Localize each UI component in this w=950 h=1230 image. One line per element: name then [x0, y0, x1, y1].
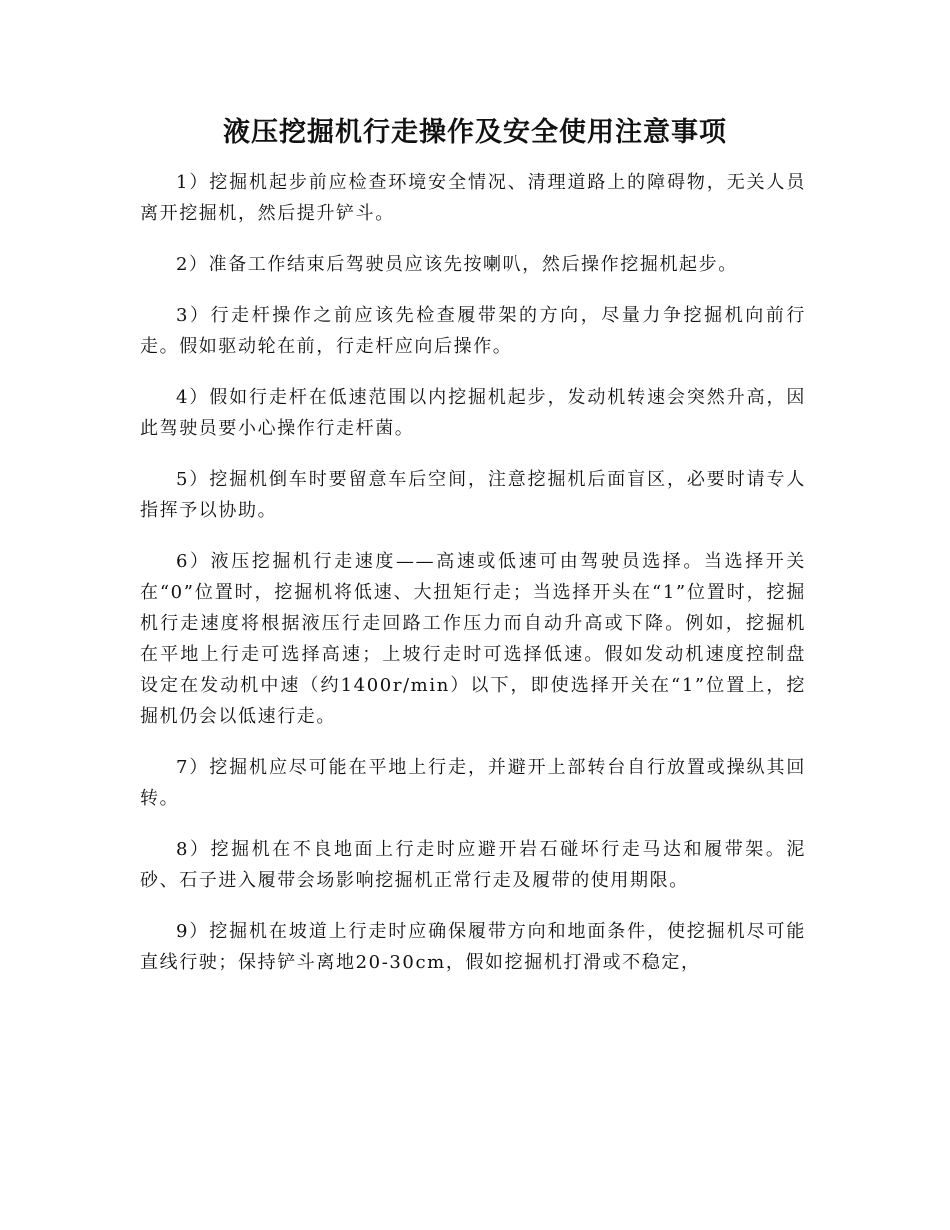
paragraph-5: 5）挖掘机倒车时要留意车后空间，注意挖掘机后面盲区，必要时请专人指挥予以协助。 [140, 469, 806, 521]
paragraph-6: 6）液压挖掘机行走速度——高速或低速可由驾驶员选择。当选择开关在“0”位置时，挖掘机将低速、大扭矩行走；当选择开头在“1”位置时，挖掘机行走速度将根据液压行走回路工作压力而自动升高或下降。例如，挖掘机在平地上行走可选择高速；上坡行走时可选择低速。假如发动机速度控制盘设定在发动机中速（约1400r/min）以下，即使选择开关在“1”位置上，挖掘机仍会以低速行走。 [140, 551, 806, 727]
paragraph-8: 8）挖掘机在不良地面上行走时应避开岩石碰坏行走马达和履带架。泥砂、石子进入履带会场影响挖掘机正常行走及履带的使用期限。 [140, 839, 806, 891]
paragraph-3: 3）行走杆操作之前应该先检查履带架的方向，尽量力争挖掘机向前行走。假如驱动轮在前，行走杆应向后操作。 [140, 305, 806, 357]
document-body [140, 167, 806, 998]
document-title: 液压挖掘机行走操作及安全使用注意事项 [223, 117, 727, 148]
paragraph-2: 2）准备工作结束后驾驶员应该先按喇叭，然后操作挖掘机起步。 [176, 254, 738, 275]
paragraph-9: 9）挖掘机在坡道上行走时应确保履带方向和地面条件，使挖掘机尽可能直线行驶；保持铲斗离地20-30cm，假如挖掘机打滑或不稳定， [140, 921, 806, 973]
paragraph-1: 1）挖掘机起步前应检查环境安全情况、清理道路上的障碍物，无关人员离开挖掘机，然后提升铲斗。 [140, 172, 806, 224]
paragraph-4: 4）假如行走杆在低速范围以内挖掘机起步，发动机转速会突然升高，因此驾驶员要小心操作行走杆菌。 [140, 387, 806, 439]
paragraph-7: 7）挖掘机应尽可能在平地上行走，并避开上部转台自行放置或操纵其回转。 [140, 757, 806, 809]
